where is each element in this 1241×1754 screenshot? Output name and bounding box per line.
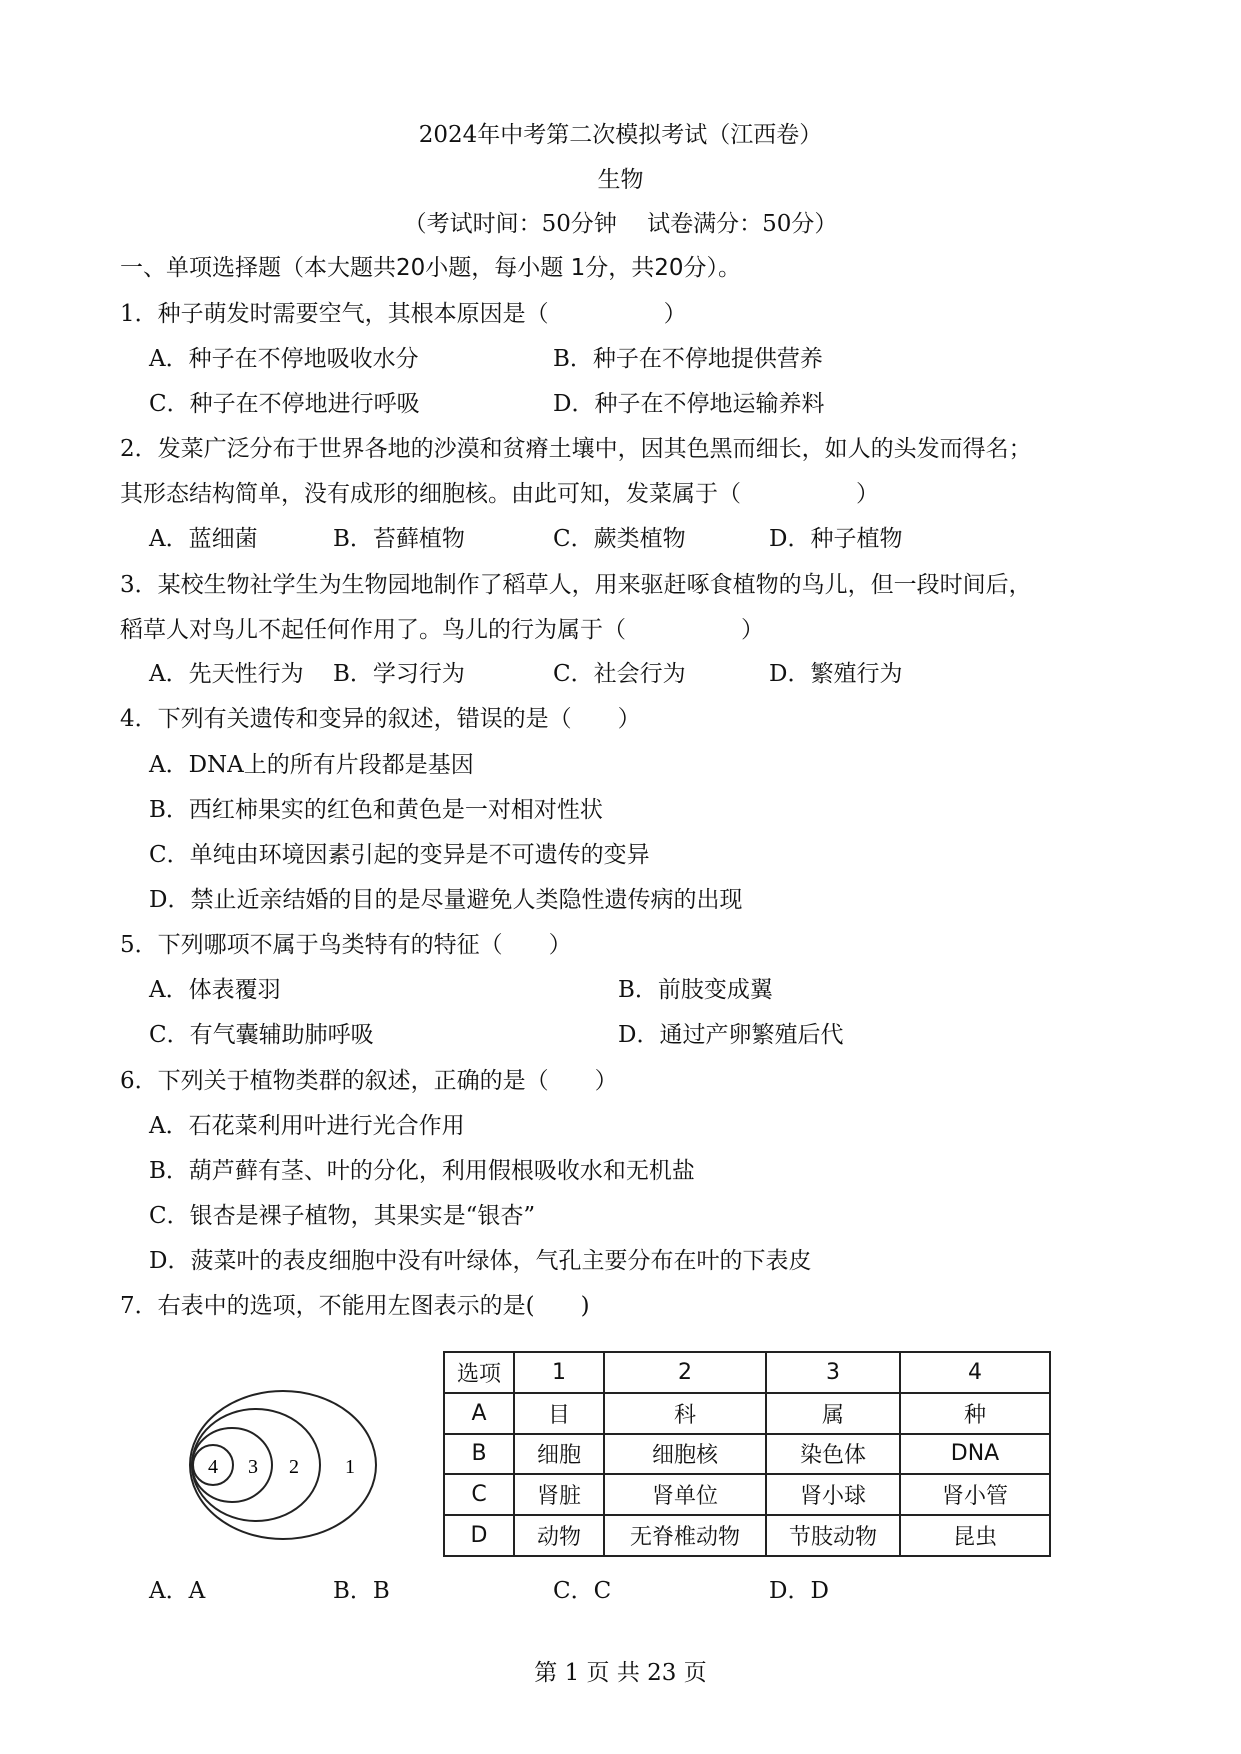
diagram-label-3: 3: [248, 1456, 258, 1478]
table-row: [444, 1393, 1050, 1434]
question-3-stem-line1: 3．某校生物社学生为生物园地制作了稻草人，用来驱赶啄食植物的鸟儿，但一段时间后，: [120, 572, 1032, 598]
question-6-stem: 6．下列关于植物类群的叙述，正确的是（ ）: [120, 1068, 618, 1094]
table-header-cell: 1: [514, 1352, 604, 1393]
question-5-option-c: C．有气囊辅助肺呼吸: [149, 1022, 374, 1048]
table-header-cell: 3: [766, 1352, 900, 1393]
table-header-row: [444, 1352, 1050, 1393]
nested-circles-diagram: [187, 1387, 380, 1543]
exam-info: （考试时间：50分钟 试卷满分：50分）: [403, 211, 838, 237]
table-header-cell: 2: [604, 1352, 766, 1393]
question-3-option-b: B．学习行为: [333, 661, 465, 687]
options-table: [443, 1351, 1051, 1557]
table-cell: 昆虫: [900, 1515, 1050, 1556]
question-5-stem: 5．下列哪项不属于鸟类特有的特征（ ）: [120, 932, 572, 958]
table-cell: 肾脏: [514, 1474, 604, 1515]
question-5-option-a: A．体表覆羽: [149, 977, 281, 1003]
table-cell: 目: [514, 1393, 604, 1434]
question-4-option-c: C．单纯由环境因素引起的变异是不可遗传的变异: [149, 842, 650, 868]
question-7-option-c: C．C: [553, 1578, 612, 1604]
question-4-stem: 4．下列有关遗传和变异的叙述，错误的是（ ）: [120, 706, 641, 732]
question-2-stem-line1: 2．发菜广泛分布于世界各地的沙漠和贫瘠土壤中，因其色黑而细长，如人的头发而得名；: [120, 436, 1032, 462]
question-4-option-b: B．西红柿果实的红色和黄色是一对相对性状: [149, 797, 603, 823]
question-7-option-a: A．A: [149, 1578, 206, 1604]
question-4-option-a: A．DNA上的所有片段都是基因: [149, 752, 474, 778]
question-1-option-b: B．种子在不停地提供营养: [553, 346, 823, 372]
diagram-label-4: 4: [208, 1456, 218, 1478]
table-cell: 动物: [514, 1515, 604, 1556]
table-row: [444, 1474, 1050, 1515]
table-cell: DNA: [900, 1434, 1050, 1475]
table-cell: D: [444, 1515, 514, 1556]
question-2-option-d: D．种子植物: [769, 526, 903, 552]
table-cell: 染色体: [766, 1434, 900, 1475]
table-cell: C: [444, 1474, 514, 1515]
table-cell: 肾小球: [766, 1474, 900, 1515]
question-1-option-c: C．种子在不停地进行呼吸: [149, 391, 420, 417]
table-cell: 属: [766, 1393, 900, 1434]
question-3-option-c: C．社会行为: [553, 661, 686, 687]
question-3-stem-line2: 稻草人对鸟儿不起任何作用了。鸟儿的行为属于（ ）: [120, 617, 764, 643]
question-1-option-a: A．种子在不停地吸收水分: [149, 346, 419, 372]
table-row: [444, 1515, 1050, 1556]
table-cell: A: [444, 1393, 514, 1434]
table-cell: 节肢动物: [766, 1515, 900, 1556]
table-header-cell: 4: [900, 1352, 1050, 1393]
question-3-option-a: A．先天性行为: [149, 661, 304, 687]
table-cell: 科: [604, 1393, 766, 1434]
diagram-label-2: 2: [289, 1456, 299, 1478]
question-5-option-d: D．通过产卵繁殖后代: [618, 1022, 844, 1048]
table-cell: B: [444, 1434, 514, 1475]
question-6-option-d: D．菠菜叶的表皮细胞中没有叶绿体，气孔主要分布在叶的下表皮: [149, 1248, 812, 1274]
table-cell: 肾小管: [900, 1474, 1050, 1515]
question-7-option-d: D．D: [769, 1578, 829, 1604]
question-1-stem: 1．种子萌发时需要空气，其根本原因是（ ）: [120, 301, 687, 327]
question-2-option-b: B．苔藓植物: [333, 526, 465, 552]
diagram-label-1: 1: [345, 1456, 355, 1478]
question-4-option-d: D．禁止近亲结婚的目的是尽量避免人类隐性遗传病的出现: [149, 887, 743, 913]
question-6-option-b: B．葫芦藓有茎、叶的分化，利用假根吸收水和无机盐: [149, 1158, 695, 1184]
section-heading: 一、单项选择题（本大题共20小题，每小题 1分，共20分）。: [120, 255, 741, 281]
question-6-option-a: A．石花菜利用叶进行光合作用: [149, 1113, 465, 1139]
table-header-cell: 选项: [444, 1352, 514, 1393]
table-cell: 细胞: [514, 1434, 604, 1475]
table-cell: 细胞核: [604, 1434, 766, 1475]
table-row: [444, 1434, 1050, 1475]
table-cell: 种: [900, 1393, 1050, 1434]
question-3-option-d: D．繁殖行为: [769, 661, 903, 687]
question-7-stem: 7．右表中的选项，不能用左图表示的是( ): [120, 1293, 590, 1319]
exam-title: 2024年中考第二次模拟考试（江西卷）: [418, 122, 823, 148]
table-cell: 肾单位: [604, 1474, 766, 1515]
question-7-option-b: B．B: [333, 1578, 390, 1604]
question-6-option-c: C．银杏是裸子植物，其果实是“银杏”: [149, 1203, 536, 1229]
exam-subject: 生物: [597, 167, 644, 193]
question-2-option-a: A．蓝细菌: [149, 526, 258, 552]
page-number: 第 1 页 共 23 页: [534, 1660, 707, 1686]
table-cell: 无脊椎动物: [604, 1515, 766, 1556]
question-1-option-d: D．种子在不停地运输养料: [553, 391, 825, 417]
question-5-option-b: B．前肢变成翼: [618, 977, 773, 1003]
question-2-option-c: C．蕨类植物: [553, 526, 686, 552]
question-2-stem-line2: 其形态结构简单，没有成形的细胞核。由此可知，发菜属于（ ）: [120, 481, 879, 507]
